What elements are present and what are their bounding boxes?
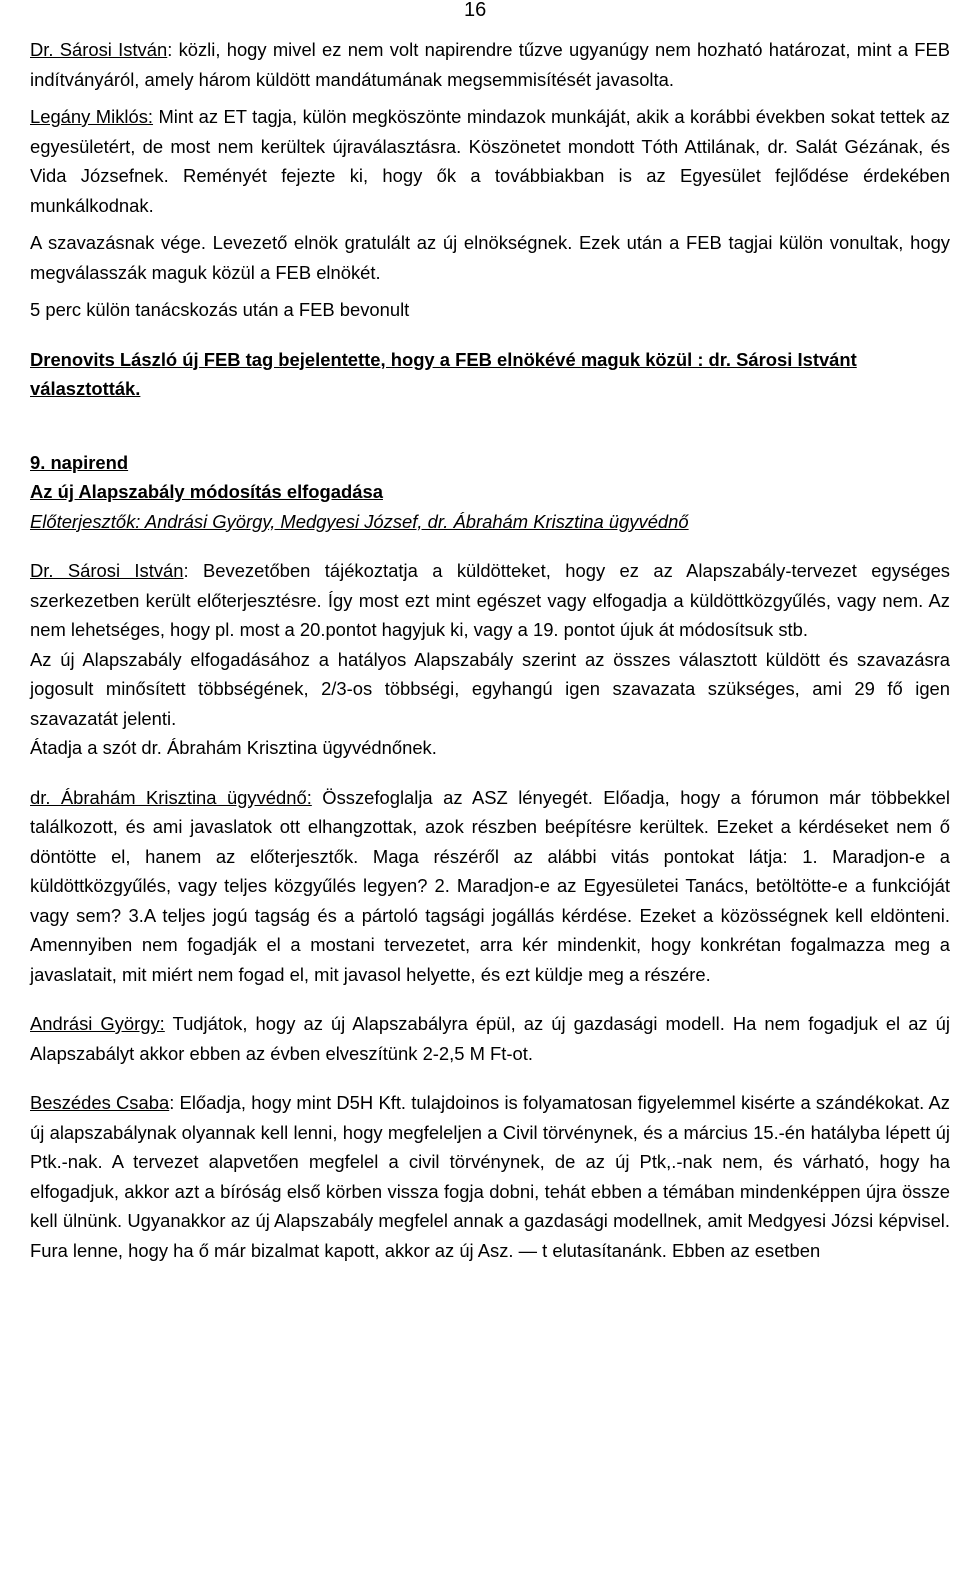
- speaker-name: Dr. Sárosi István: [30, 39, 168, 60]
- paragraph-text: : Bevezetőben tájékoztatja a küldötteket, hogy ez az Alapszabály-tervezet egységes szerkezetben került előterjesztésre. Így most ezt mint egészet vagy elfogadja a küldöttközgyűlés, vagy nem. Az nem lehetséges, hogy pl. most a 20.pontot hagyjuk ki, vagy a 19. pontot újuk át módosítsuk stb.: [30, 560, 950, 640]
- paragraph-text: Összefoglalja az ASZ lényegét. Előadja, hogy a fórumon már többekkel találkozott, és ami javaslatok ott elhangzottak, azok részben beépítésre kerültek. Ezeket a kérdéseket nem ő döntötte el, hanem az előterjesztők. Maga részéről az alábbi vitás pontokat látja: 1. Maradjon-e a küldöttközgyűlés, vagy teljes közgyűlés legyen? 2. Maradjon-e az Egyesületei Tanács, betöltötte-e a funkcióját vagy sem? 3.A teljes jogú tagság és a pártoló tagsági jogállás kérdése. Ezeket a közösségnek kell eldönteni. Amennyiben nem fogadják el a mostani tervezetet, arra kér mindenkit, hogy konkrétan fogalmazza meg a javaslatait, mit miért nem fogad el, mit javasol helyette, és ezt küldje meg a részére.: [30, 786, 950, 985]
- paragraph-beszedes: [30, 1088, 950, 1265]
- paragraph-text: : Előadja, hogy mint D5H Kft. tulajdoinos is folyamatosan figyelemmel kisérte a szándékokat. Az új alapszabálynak olyannak kell lenni, hogy megfeleljen a Civil törvénynek, és a március 15.-én hatályba lépett új Ptk.-nak. A tervezet alapvetően megfelel a civil törvénynek, de az új Ptk,.-nak nem, és várható, hogy ha elfogadjuk, akkor azt a bíróság első körben vissza fogja dobni, tehát ebben a témában mindenképpen újra össze kell ülnünk. Ugyanakkor az új Alapszabály megfelel annak a gazdasági modellnek, amit Medgyesi Józsi képvisel. Fura lenne, hogy ha ő már bizalmat kapott, akkor az új Asz. — t elutasítanánk. Ebben az esetben: [30, 1092, 950, 1261]
- paragraph-voting-end: A szavazásnak vége. Levezető elnök gratulált az új elnökségnek. Ezek után a FEB tagjai külön vonultak, hogy megválasszák maguk közül a FEB elnökét.: [30, 232, 950, 283]
- speaker-name: Andrási György:: [30, 1013, 165, 1034]
- paragraph-abraham: [30, 783, 950, 990]
- paragraph-text: Mint az ET tagja, külön megköszönte mindazok munkáját, akik a korábbi években sokat tettek az egyesületért, de most nem kerültek újraválasztásra. Köszönetet mondott Tóth Attilának, dr. Salát Gézának, és Vida Józsefnek. Reményét fejezte ki, hogy ők a továbbiakban is az Egyesület fejlődése érdekében munkálkodnak.: [30, 106, 950, 216]
- paragraph-sarosi-1: [30, 35, 950, 94]
- paragraph-andrasi: [30, 1009, 950, 1068]
- paragraph-text: : közli, hogy mivel ez nem volt napirendre tűzve ugyanúgy nem hozható határozat, mint a FEB indítványáról, amely három küldött mandátumának megsemmisítését javasolta.: [30, 39, 950, 90]
- document-body: [30, 35, 950, 1265]
- page-number: 16: [464, 0, 487, 21]
- agenda-number: 9. napirend: [30, 451, 129, 473]
- paragraph-legany: [30, 102, 950, 220]
- agenda-title: Az új Alapszabály módosítás elfogadása: [30, 481, 383, 502]
- speaker-name: Dr. Sárosi István: [30, 560, 184, 581]
- paragraph-sarosi-2: [30, 556, 950, 645]
- paragraph-text: Tudjátok, hogy az új Alapszabályra épül, az új gazdasági modell. Ha nem fogadjuk el az új Alapszabályt akkor ebben az évben elveszítünk 2-2,5 M Ft-ot.: [30, 1013, 950, 1064]
- paragraph-majority-rule: Az új Alapszabály elfogadásához a hatályos Alapszabály szerint az összes választott küldött és szavazásra jogosult minősített többségének, 2/3-os többségi, egyhangú igen szavazata szükséges, ami 29 fő igen szavazatát jelenti.: [30, 648, 950, 729]
- speaker-name: Beszédes Csaba: [30, 1092, 170, 1113]
- agenda-presenters: Előterjesztők: Andrási György, Medgyesi József, dr. Ábrahám Krisztina ügyvédnő: [30, 510, 689, 532]
- speaker-name: Legány Miklós:: [30, 106, 154, 127]
- speaker-name: dr. Ábrahám Krisztina ügyvédnő:: [30, 786, 312, 808]
- paragraph-feb-return: 5 perc külön tanácskozás után a FEB bevonult: [30, 299, 410, 320]
- paragraph-handover: Átadja a szót dr. Ábrahám Krisztina ügyvédnőnek.: [30, 737, 437, 758]
- paragraph-feb-chair-announcement: Drenovits László új FEB tag bejelentette, hogy a FEB elnökévé maguk közül : dr. Sárosi Istvánt választották.: [30, 348, 857, 399]
